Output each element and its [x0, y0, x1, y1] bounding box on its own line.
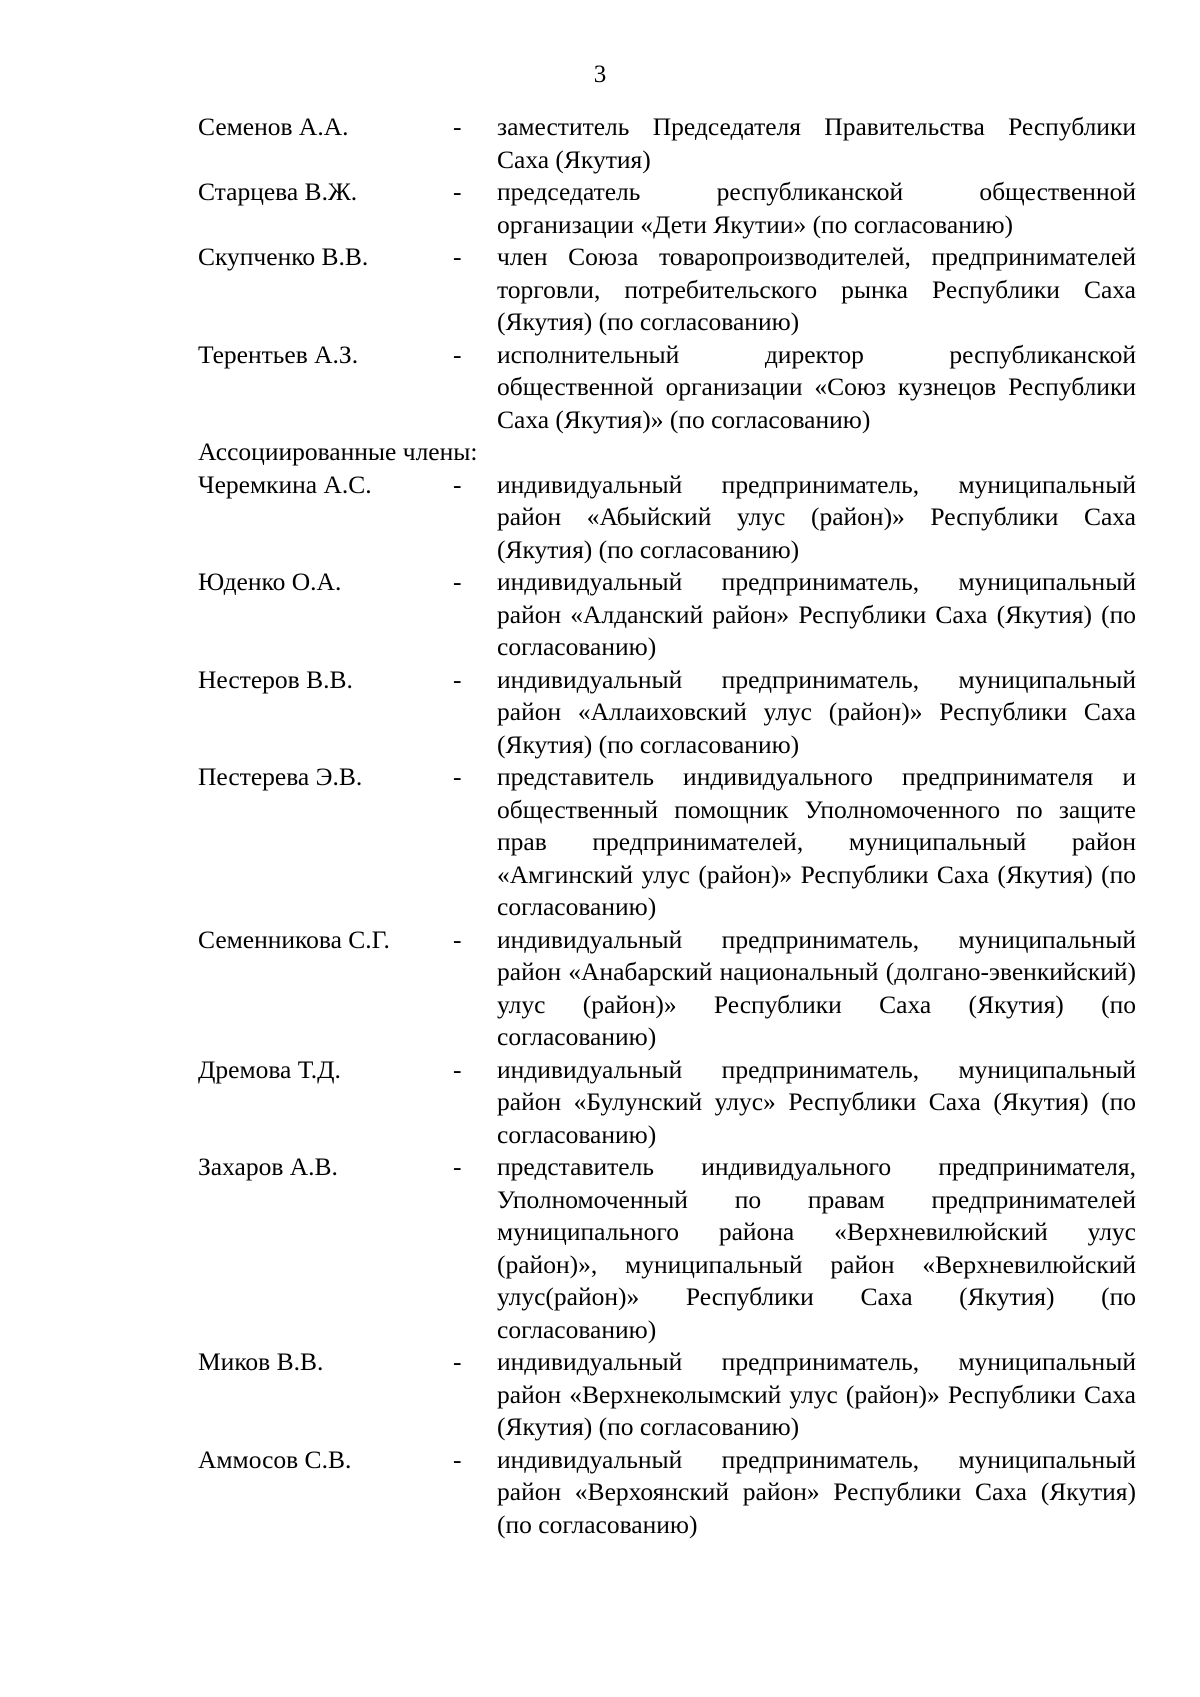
- member-name: Терентьев А.З.: [198, 339, 359, 369]
- list-item: [198, 761, 1136, 924]
- member-name: Юденко О.А.: [198, 567, 342, 596]
- separator-dash: -: [453, 112, 462, 141]
- member-role: заместитель Председателя Правительства Республики Саха (Якутия): [497, 112, 1136, 174]
- member-name: Миков В.В.: [198, 1347, 324, 1376]
- member-name: Старцева В.Ж.: [198, 177, 358, 206]
- member-name: Семенов А.А.: [198, 112, 349, 141]
- list-item: [198, 111, 1136, 176]
- member-role: индивидуальный предприниматель, муниципальный район «Алданский район» Республики Саха (Якутия) (по согласованию): [497, 567, 1136, 661]
- separator-dash: -: [453, 1152, 462, 1181]
- separator-dash: -: [453, 242, 462, 271]
- separator-dash: -: [453, 1444, 462, 1474]
- member-name: Нестеров В.В.: [198, 664, 353, 694]
- member-role: индивидуальный предприниматель, муниципальный район «Булунский улус» Республики Саха (Якутия) (по согласованию): [497, 1054, 1136, 1149]
- member-role: индивидуальный предприниматель, муниципальный район «Верхнеколымский улус (район)» Республики Саха (Якутия) (по согласованию): [497, 1347, 1136, 1441]
- page-number: 3: [593, 61, 607, 88]
- member-name: Скупченко В.В.: [198, 242, 369, 271]
- separator-dash: -: [453, 762, 462, 791]
- separator-dash: -: [453, 1347, 462, 1376]
- separator-dash: -: [453, 1054, 462, 1084]
- list-item: [198, 176, 1136, 241]
- member-name: Пестерева Э.В.: [198, 762, 363, 791]
- member-role: индивидуальный предприниматель, муниципальный район «Анабарский национальный (долгано-эвенкийский) улус (район)» Республики Саха (Якутия) (по согласованию): [497, 924, 1136, 1051]
- list-item: [198, 241, 1136, 339]
- member-role: представитель индивидуального предпринимателя, Уполномоченный по правам предпринимателей муниципального района «Верхневилюйский улус (район)», муниципальный район «Верхневилюйский улус(район)» Республики Саха (Якутия) (по согласованию): [497, 1152, 1136, 1344]
- member-name: Аммосов С.В.: [198, 1444, 352, 1474]
- list-item: [198, 1151, 1136, 1346]
- member-role: индивидуальный предприниматель, муниципальный район «Верхоянский район» Республики Саха (Якутия) (по согласованию): [497, 1444, 1136, 1539]
- member-name: Дремова Т.Д.: [198, 1054, 341, 1084]
- list-item: [198, 566, 1136, 664]
- member-role: представитель индивидуального предпринимателя и общественный помощник Уполномоченного по защите прав предпринимателей, муниципальный район «Амгинский улус (район)» Республики Саха (Якутия) (по согласованию): [497, 762, 1136, 921]
- separator-dash: -: [453, 469, 462, 499]
- list-item: [198, 1054, 1136, 1152]
- member-name: Захаров А.В.: [198, 1152, 338, 1181]
- member-role: председатель республиканской общественной организации «Дети Якутии» (по согласованию): [497, 177, 1136, 239]
- list-item: [198, 1444, 1136, 1542]
- member-role: индивидуальный предприниматель, муниципальный район «Аллаиховский улус (район)» Республики Саха (Якутия) (по согласованию): [497, 664, 1136, 759]
- member-role: индивидуальный предприниматель, муниципальный район «Абыйский улус (район)» Республики Саха (Якутия) (по согласованию): [497, 469, 1136, 564]
- list-item: [198, 339, 1136, 437]
- list-item: [198, 664, 1136, 762]
- separator-dash: -: [453, 664, 462, 694]
- list-item: [198, 924, 1136, 1054]
- member-name: Семенникова С.Г.: [198, 924, 390, 954]
- associated-members-heading: Ассоциированные члены:: [198, 437, 478, 466]
- member-list: [198, 111, 1136, 1541]
- member-role: член Союза товаропроизводителей, предпринимателей торговли, потребительского рынка Республики Саха (Якутия) (по согласованию): [497, 242, 1136, 336]
- member-name: Черемкина А.С.: [198, 469, 372, 499]
- list-item: [198, 469, 1136, 567]
- separator-dash: -: [453, 567, 462, 596]
- member-role: исполнительный директор республиканской общественной организации «Союз кузнецов Республики Саха (Якутия)» (по согласованию): [497, 339, 1136, 434]
- separator-dash: -: [453, 924, 462, 954]
- separator-dash: -: [453, 177, 462, 206]
- list-item: [198, 1346, 1136, 1444]
- separator-dash: -: [453, 339, 462, 369]
